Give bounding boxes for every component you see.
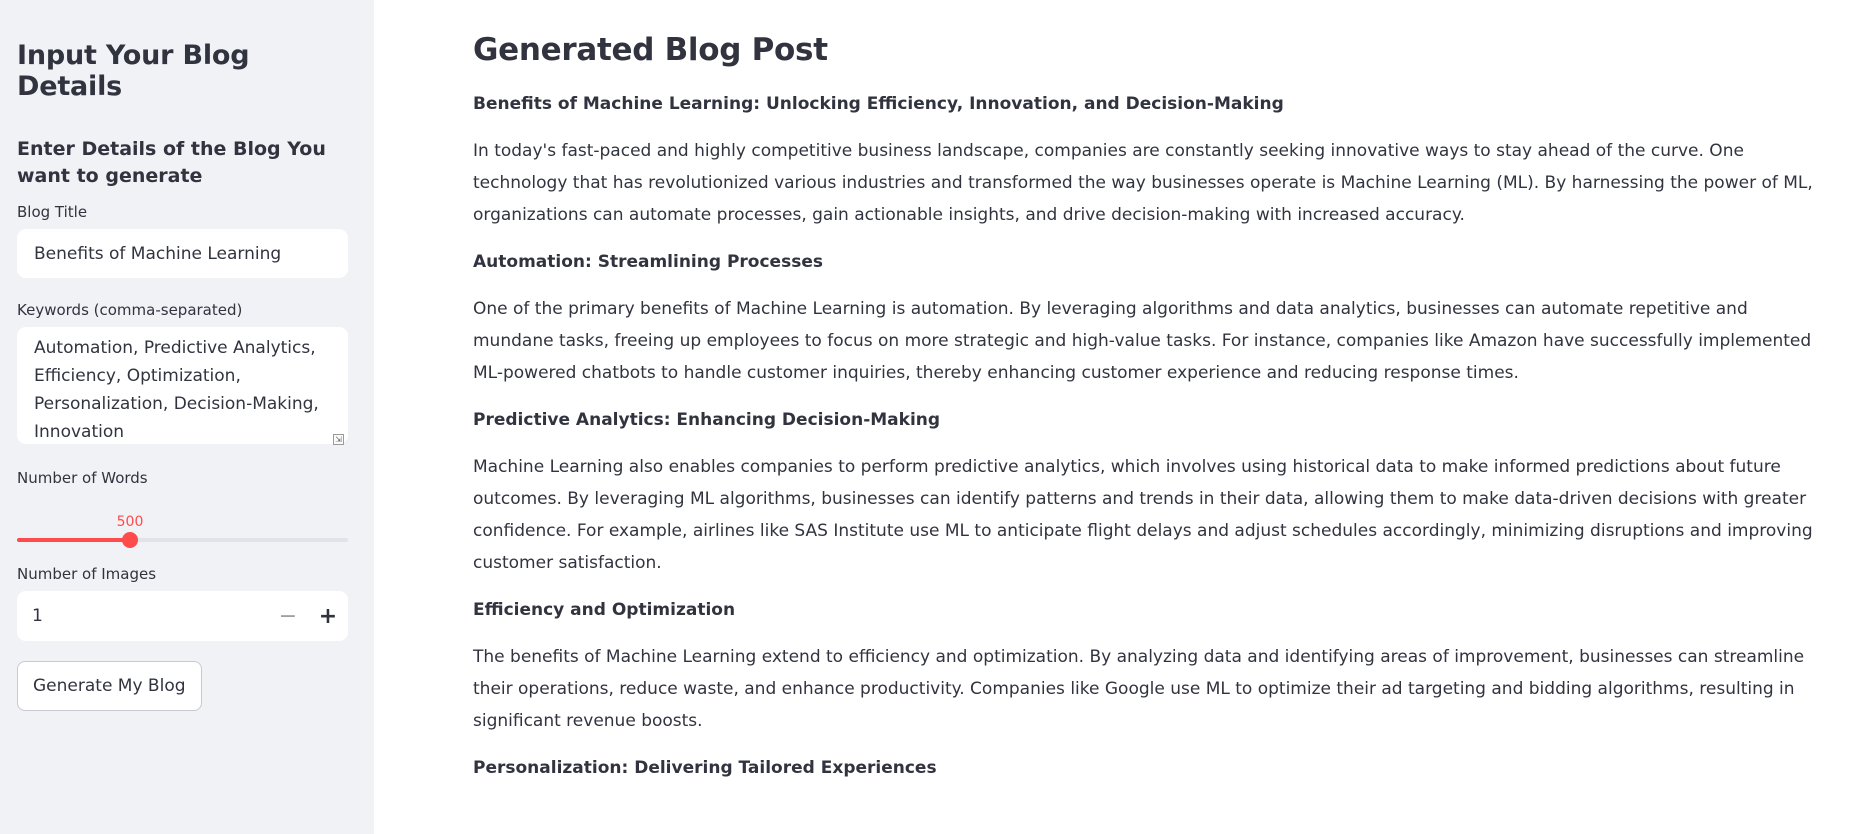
- num-images-input[interactable]: 1: [32, 606, 43, 626]
- blog-post-body: [473, 88, 1817, 784]
- keywords-field: [17, 327, 348, 448]
- section-heading: Automation: Streamlining Processes: [473, 252, 823, 272]
- sidebar-subtitle: Enter Details of the Blog You want to generate: [17, 138, 326, 187]
- increment-button[interactable]: +: [318, 603, 338, 629]
- blog-title-label: Blog Title: [17, 203, 88, 221]
- sidebar-title: Input Your Blog Details: [17, 40, 250, 102]
- section-paragraph: Machine Learning also enables companies to perform predictive analytics, which involves using historical data to make informed predictions about future outcomes. By leveraging ML algorithms, businesses can identify patterns and trends in their data, allowing them to make data-driven decisions with greater confidence. For example, airlines like SAS Institute use ML to anticipate flight delays and adjust schedules accordingly, minimizing disruptions and improving customer satisfaction.: [473, 457, 1813, 573]
- section-heading: Efficiency and Optimization: [473, 600, 736, 620]
- slider-track[interactable]: [17, 538, 348, 542]
- slider-thumb[interactable]: [122, 532, 138, 548]
- slider-fill: [17, 538, 130, 542]
- page-title: Generated Blog Post: [473, 32, 828, 68]
- slider-value-label: 500: [116, 514, 144, 530]
- section-heading: Personalization: Delivering Tailored Experiences: [473, 758, 937, 778]
- section-paragraph: In today's fast-paced and highly competitive business landscape, companies are constantly seeking innovative ways to stay ahead of the curve. One technology that has revolutionized various industries and transformed the way businesses operate is Machine Learning (ML). By harnessing the power of ML, organizations can automate processes, gain actionable insights, and drive decision-making with increased accuracy.: [473, 141, 1813, 225]
- section-paragraph: The benefits of Machine Learning extend to efficiency and optimization. By analyzing data and identifying areas of improvement, businesses can streamline their operations, reduce waste, and enhance productivity. Companies like Google use ML to optimize their ad targeting and bidding algorithms, resulting in significant revenue boosts.: [473, 647, 1805, 731]
- resize-handle-icon[interactable]: ⇲: [333, 434, 344, 445]
- section-paragraph: One of the primary benefits of Machine Learning is automation. By leveraging algorithms and data analytics, businesses can automate repetitive and mundane tasks, freeing up employees to focus on more strategic and high-value tasks. For instance, companies like Amazon have successfully implemented ML-powered chatbots to handle customer inquiries, thereby enhancing customer experience and reducing response times.: [473, 299, 1812, 383]
- num-words-slider[interactable]: [17, 487, 348, 565]
- section-heading: Predictive Analytics: Enhancing Decision-Making: [473, 410, 941, 430]
- num-images-label: Number of Images: [17, 565, 157, 583]
- main-content: [374, 0, 1857, 834]
- generate-blog-button[interactable]: Generate My Blog: [17, 661, 202, 711]
- blog-title-input[interactable]: [17, 229, 348, 278]
- sidebar: [0, 0, 374, 834]
- num-images-stepper: [17, 591, 348, 641]
- decrement-button[interactable]: −: [278, 603, 298, 629]
- num-words-label: Number of Words: [17, 469, 148, 487]
- section-heading: Benefits of Machine Learning: Unlocking Efficiency, Innovation, and Decision-Making: [473, 94, 1284, 114]
- keywords-label: Keywords (comma-separated): [17, 301, 243, 319]
- keywords-textarea[interactable]: [17, 327, 348, 444]
